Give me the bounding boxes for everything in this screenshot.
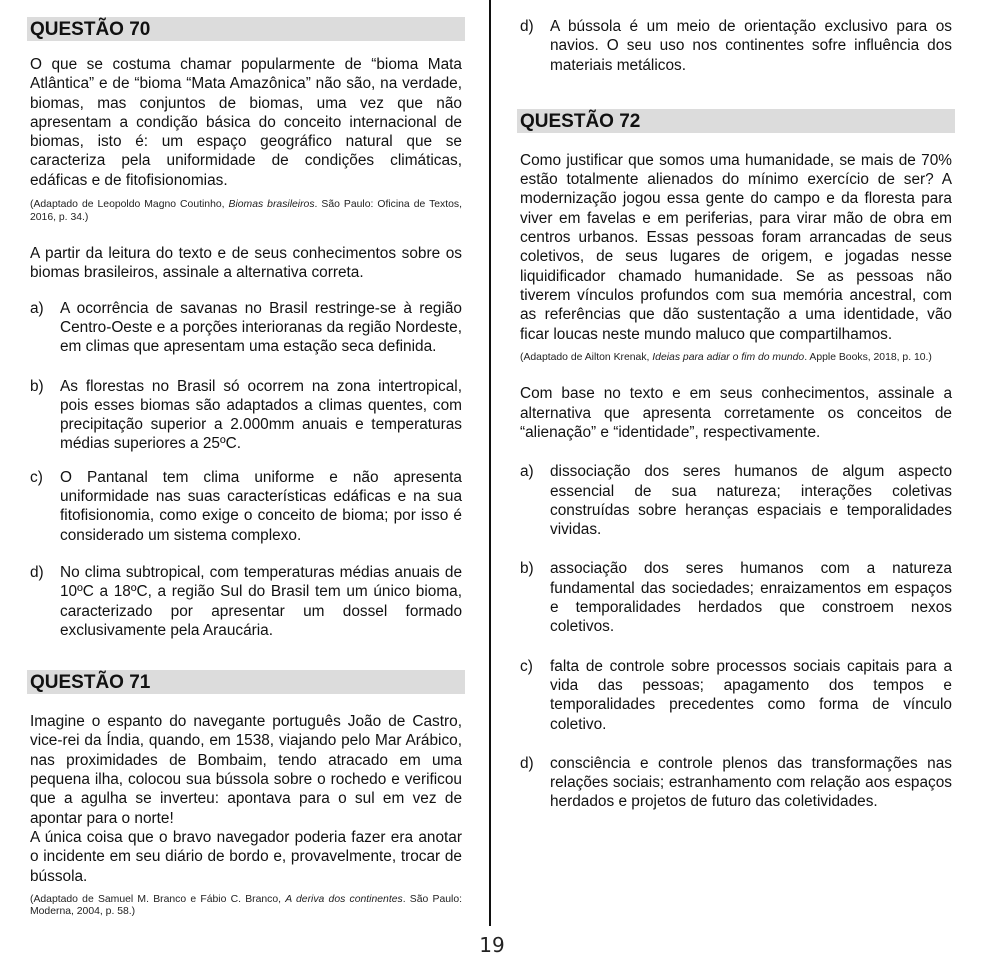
option-text: A ocorrência de savanas no Brasil restringe-se à região Centro-Oeste e a porções interioranas da região Nordeste, em climas que apresentam uma estação seca definida. (60, 299, 462, 356)
question-71-text-1: Imagine o espanto do navegante português João de Castro, vice-rei da Índia, quando, em 1538, viajando pelo Mar Arábico, nas proximidades de Bombaim, tendo atracado em uma pequena ilha, colocou sua bússola sobre o rochedo e verificou que a agulha se inverteu: apontava para o sul em vez de apontar para o norte! (30, 713, 462, 827)
option-text: As florestas no Brasil só ocorrem na zona intertropical, pois esses biomas são adaptados a climas quentes, com precipitação superior a 2.000mm anuais e temperaturas médias superiores a 25ºC. (60, 377, 462, 453)
option-label: d) (30, 563, 44, 581)
option-text: O Pantanal tem clima uniforme e não apresenta uniformidade nas suas características edáficas e na sua fitofisionomia, como exige o conceito de bioma; por isso é considerado um sistema complexo. (60, 468, 462, 544)
question-72-option-c[interactable] (520, 657, 952, 734)
question-71-option-d[interactable] (520, 17, 952, 75)
question-72-prompt: Com base no texto e em seus conhecimentos, assinale a alternativa que apresenta corretamente os conceitos de “alienação” e “identidade”, respectivamente. (520, 385, 952, 441)
option-text: associação dos seres humanos com a natureza fundamental das sociedades; enraizamentos em espaços e temporalidades herdados que constroem nexos coletivos. (550, 560, 952, 636)
question-70-option-a[interactable] (30, 299, 462, 357)
option-label: d) (520, 18, 534, 35)
column-divider (489, 0, 491, 926)
question-70-option-c[interactable] (30, 468, 462, 545)
question-70-text: O que se costuma chamar popularmente de “bioma Mata Atlântica” e de “bioma “Mata Amazônica” não são, na verdade, biomas, mas conjuntos de biomas, uma vez que não apresentam a condição básica do conceito internacional de biomas, isto é: um espaço geográfico natural que se caracteriza pela uniformidade de condições climáticas, edáficas e de fitofisionomias. (30, 56, 462, 189)
option-text: A bússola é um meio de orientação exclusivo para os navios. O seu uso nos continentes sofre influência dos materiais metálicos. (550, 18, 952, 74)
page-number: 19 (479, 933, 505, 957)
question-70-prompt: A partir da leitura do texto e de seus conhecimentos sobre os biomas brasileiros, assinale a alternativa correta. (30, 245, 462, 282)
question-72-header: QUESTÃO 72 (517, 109, 955, 133)
question-71-header: QUESTÃO 71 (27, 670, 465, 694)
question-72-text: Como justificar que somos uma humanidade, se mais de 70% estão totalmente alienados do mínimo exercício de ser? A modernização jogou essa gente do campo e da floresta para viver em favelas e em periferias, para virar mão de obra em centros urbanos. Essas pessoas foram arrancadas de seus coletivos, de seus lugares de origem, e jogadas nesse liquidificador chamado humanidade. Se as pessoas não tiverem vínculos profundos com sua memória ancestral, com as referências que dão sustentação a uma identidade, vão ficar loucas neste mundo maluco que compartilhamos. (520, 151, 952, 343)
option-label: c) (30, 468, 43, 486)
right-column (520, 0, 952, 812)
option-text: No clima subtropical, com temperaturas médias anuais de 10ºC a 18ºC, a região Sul do Brasil tem um único bioma, caracterizado por apresentar um dossel formado exclusivamente pela Araucária. (60, 563, 462, 639)
question-72-option-a[interactable] (520, 462, 952, 539)
option-text: consciência e controle plenos das transformações nas relações sociais; estranhamento com relação aos espaços herdados e projetos de futuro das coletividades. (550, 754, 952, 811)
option-label: b) (30, 377, 44, 395)
question-72-citation: (Adaptado de Ailton Krenak, Ideias para adiar o fim do mundo. Apple Books, 2018, p. 10.) (520, 351, 932, 363)
option-label: c) (520, 657, 533, 675)
option-label: a) (520, 463, 534, 481)
option-label: b) (520, 560, 534, 578)
question-70-citation: (Adaptado de Leopoldo Magno Coutinho, Biomas brasileiros. São Paulo: Oficina de Textos, 2016, p. 34.) (30, 199, 462, 223)
question-70-option-b[interactable] (30, 377, 462, 454)
option-text: dissociação dos seres humanos de algum aspecto essencial de sua natureza; interações coletivas construídas sobre heranças espaciais e temporalidades vividas. (550, 463, 952, 539)
question-70-header: QUESTÃO 70 (27, 17, 465, 41)
question-71-text-2: A única coisa que o bravo navegador poderia fazer era anotar o incidente em seu diário de bordo e, provavelmente, trocar de bússola. (30, 828, 462, 885)
option-label: a) (30, 299, 44, 317)
option-label: d) (520, 754, 534, 772)
question-71-citation: (Adaptado de Samuel M. Branco e Fábio C. Branco, A deriva dos continentes. São Paulo: Moderna, 2004, p. 58.) (30, 893, 462, 918)
option-text: falta de controle sobre processos sociais capitais para a vida das pessoas; apagamento dos tempos e temporalidades precedentes como forma de vínculo coletivo. (550, 657, 952, 733)
question-72-option-b[interactable] (520, 559, 952, 636)
question-72-option-d[interactable] (520, 754, 952, 812)
question-70-option-d[interactable] (30, 563, 462, 640)
left-column (30, 0, 462, 919)
